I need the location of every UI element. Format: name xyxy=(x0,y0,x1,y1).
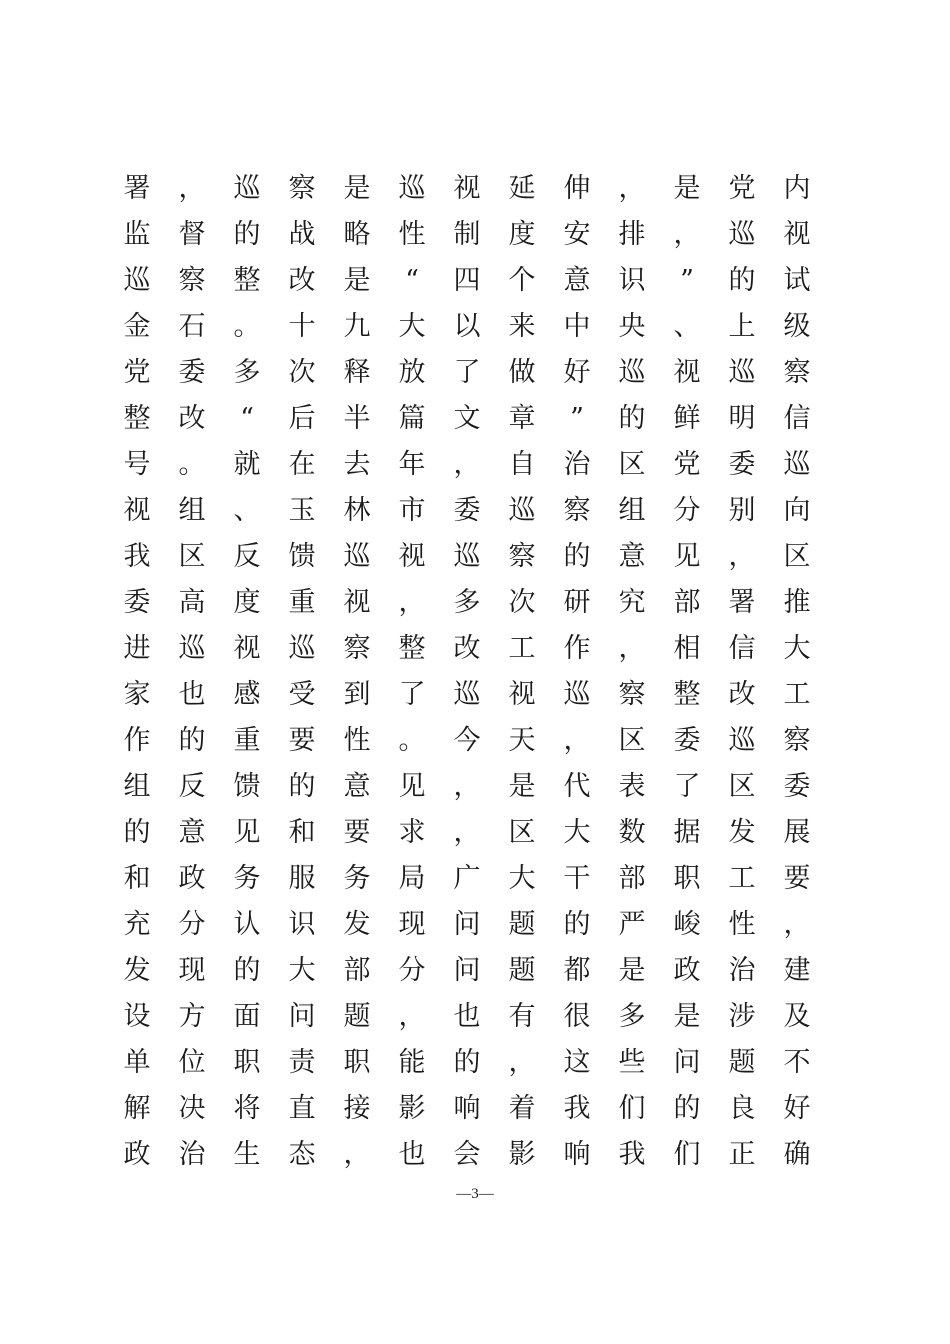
text-line: 党 委 多 次 释 放 了 做 好 巡 视 巡 察 xyxy=(123,357,811,388)
text-line: 委 高 度 重 视 ， 多 次 研 究 部 署 推 xyxy=(123,587,811,618)
text-line: 视 组 、 玉 林 市 委 巡 察 组 分 别 向 xyxy=(123,495,811,526)
text-line: 发 现 的 大 部 分 问 题 都 是 政 治 建 xyxy=(123,955,811,986)
text-line: 监 督 的 战 略 性 制 度 安 排 ， 巡 视 xyxy=(123,219,811,250)
text-line: 和 政 务 服 务 局 广 大 干 部 职 工 要 xyxy=(123,863,811,894)
text-line: 金 石 。 十 九 大 以 来 中 央 、 上 级 xyxy=(123,311,811,342)
body-text xyxy=(122,166,812,1178)
text-line: 家 也 感 受 到 了 巡 视 巡 察 整 改 工 xyxy=(123,679,811,710)
text-line: 设 方 面 问 题 ， 也 有 很 多 是 涉 及 xyxy=(123,1001,811,1032)
text-line: 单 位 职 责 职 能 的 ， 这 些 问 题 不 xyxy=(123,1047,811,1078)
text-line: 署 ， 巡 察 是 巡 视 延 伸 ， 是 党 内 xyxy=(123,173,811,204)
text-line: 号 。 就 在 去 年 ， 自 治 区 党 委 巡 xyxy=(123,449,811,480)
text-line: 作 的 重 要 性 。 今 天 ， 区 委 巡 察 xyxy=(123,725,811,756)
text-line: 解 决 将 直 接 影 响 着 我 们 的 良 好 xyxy=(123,1093,811,1124)
page-number: —3— xyxy=(456,1186,494,1202)
text-line: 政 治 生 态 ， 也 会 影 响 我 们 正 确 xyxy=(123,1139,811,1170)
text-line: 巡 察 整 改 是 “ 四 个 意 识 ” 的 试 xyxy=(123,265,811,296)
text-line: 组 反 馈 的 意 见 ， 是 代 表 了 区 委 xyxy=(123,771,811,802)
text-line: 我 区 反 馈 巡 视 巡 察 的 意 见 ， 区 xyxy=(123,541,811,572)
text-line: 进 巡 视 巡 察 整 改 工 作 ， 相 信 大 xyxy=(123,633,811,664)
text-line: 充 分 认 识 发 现 问 题 的 严 峻 性 ， xyxy=(123,909,811,940)
text-line: 的 意 见 和 要 求 ， 区 大 数 据 发 展 xyxy=(123,817,811,848)
text-line: 整 改 “ 后 半 篇 文 章 ” 的 鲜 明 信 xyxy=(123,403,811,434)
